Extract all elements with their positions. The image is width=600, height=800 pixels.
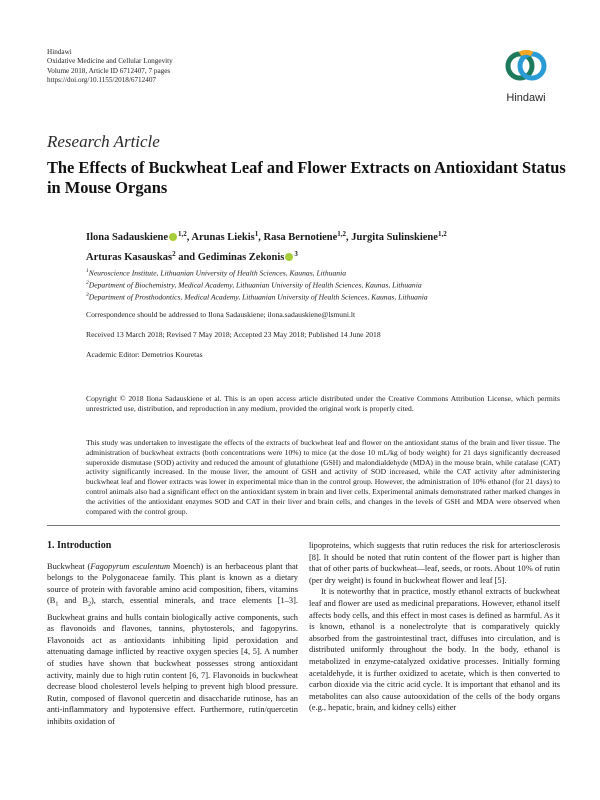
author-name[interactable]: Jurgita Sulinskiene bbox=[351, 232, 438, 243]
hindawi-logo bbox=[496, 44, 556, 106]
paragraph: Buckwheat (Fagopyrum esculentum Moench) is an herbaceous plant that belongs to the Polygonaceae family. This plant is known as a dietary source of protein with favorable amino acid composition, fibers, vitamins ($B_1$ and $B_2$), starch, essential minerals, and trace elements [1–3]. Buckwheat grains and hulls contain biologically active components, such as flavonoids and flavones, tannins, phytosterols, and fagopyrins. Flavonoids act as antioxidants inhibiting lipid peroxidation and attenuating damage inflicted by reactive oxygen species [4, 5]. A number of studies have shown that buckwheat possesses strong antioxidant activity, mainly due to high rutin content [6, 7]. Flavonoids in buckwheat decrease blood cholesterol levels helping to prevent high blood pressure. Rutin, composed of flavonol quercetin and disaccharide rutinose, has an anti-inflammatory and hypotensive effect. Furthermore, rutin/quercetin inhibits oxidation of bbox=[47, 561, 298, 726]
logo-text: Hindawi bbox=[506, 92, 546, 104]
paragraph: lipoproteins, which suggests that rutin reduces the risk for arteriosclerosis [8]. It should be noted that rutin content of the flower part is higher than that of other parts of buckwheat—leaf, seeds, or roots. About 10% of rutin (per dry weight) is found in buckwheat flower and leaf [5]. bbox=[309, 541, 560, 585]
copyright-notice: Copyright © 2018 Ilona Sadauskiene et al. This is an open access article distributed under the Creative Commons Attribution License, which permits unrestricted use, distribution, and reproduction in any medium, provided the original work is properly cited. bbox=[86, 394, 560, 413]
publisher-name: Hindawi bbox=[47, 48, 72, 56]
author: Ilona Sadauskiene $^{1,2}$, bbox=[86, 230, 190, 243]
journal-name: Oxidative Medicine and Cellular Longevity bbox=[47, 57, 173, 66]
author-list bbox=[86, 226, 576, 266]
article-type: Research Article bbox=[47, 132, 160, 151]
hindawi-logo-icon bbox=[496, 44, 556, 90]
divider bbox=[47, 525, 560, 526]
affiliation: $^3$Department of Prosthodontics, Medical Academy, Lithuanian University of Health Sciences, Kaunas, Lithuania bbox=[86, 292, 428, 302]
doi-link[interactable]: https://doi.org/10.1155/2018/6712407 bbox=[47, 76, 157, 85]
author-name[interactable]: Arturas Kasauskas bbox=[86, 252, 173, 263]
abstract: This study was undertaken to investigate the effects of the extracts of buckwheat leaf and flower on the antioxidant status of the brain and liver tissue. The administration of buckwheat extracts (both concentrations were 10%) to mice (at the dose 10 mL/kg of body weight) for 21 days significantly decreased superoxide dismutase (SOD) activity and reduced the amount of glutathione (GSH) and malondialdehyde (MDA) in the mouse brain, while catalase (CAT) activity significantly increased. In the mouse liver, the amount of GSH and activity of SOD increased, while the CAT activity after administering buckwheat leaf and flower extracts was lower in experimental mice than in the control group. However, the administration of 10% ethanol (for 21 days) to control animals also had a significant effect on the antioxidant system in brain and liver cells. Experimental animals demonstrated rather marked changes in the activities of the antioxidant enzymes SOD and CAT in their liver and brain cells, and changes in the levels of GSH and MDA were observed when compared with the control group. bbox=[86, 438, 560, 516]
body-column-left bbox=[47, 540, 298, 728]
author-name[interactable]: Arunas Liekis bbox=[191, 232, 255, 243]
author-name[interactable]: Gediminas Zekonis bbox=[197, 252, 285, 263]
orcid-icon[interactable] bbox=[285, 253, 293, 261]
body-column-right bbox=[309, 540, 560, 714]
correspondence: Correspondence should be addressed to Ilona Sadauskiene; ilona.sadauskiene@lsmuni.lt bbox=[86, 310, 356, 319]
author: Rasa Bernotiene$^{1,2}$, bbox=[263, 230, 349, 243]
orcid-icon[interactable] bbox=[169, 233, 177, 241]
journal-info bbox=[47, 48, 173, 86]
academic-editor: Academic Editor: Demetrios Kouretas bbox=[86, 350, 203, 359]
affiliation: $^2$Department of Biochemistry, Medical Academy, Lithuanian University of Health Sciences, Kaunas, Lithuania bbox=[86, 280, 422, 290]
volume-line: Volume 2018, Article ID 6712407, 7 pages bbox=[47, 66, 171, 75]
author-name[interactable]: Ilona Sadauskiene bbox=[86, 232, 168, 243]
affiliation: $^1$Neuroscience Institute, Lithuanian University of Health Sciences, Kaunas, Lithuania bbox=[86, 268, 346, 278]
paragraph: It is noteworthy that in practice, mostly ethanol extracts of buckwheat leaf and flower are used as medicinal preparations. However, ethanol itself affects body cells, and this effect in most cases is defined as harmful. As it is known, ethanol is a nonelectrolyte that is comparatively quickly absorbed from the gastrointestinal tract, diffuses into circulation, and is distributed uniformly throughout the body. In the body, ethanol is metabolized in enzyme-catalyzed oxidative processes. Initially forming acetaldehyde, it is further oxidized to acetate, which is then converted to carbon dioxide via the citric acid cycle. It is important that ethanol and its metabolites can also cause autooxidation of the cells of the body organs (e.g., hepatic, brain, and kidney cells) either bbox=[309, 587, 560, 713]
paper-title: The Effects of Buckwheat Leaf and Flower Extracts on Antioxidant Status in Mouse Organs bbox=[47, 158, 566, 197]
publication-dates: Received 13 March 2018; Revised 7 May 2018; Accepted 23 May 2018; Published 14 June 2018 bbox=[86, 330, 381, 339]
author-name[interactable]: Rasa Bernotiene bbox=[263, 232, 338, 243]
section-heading: 1. Introduction bbox=[47, 540, 112, 551]
author: Gediminas Zekonis $^3$ bbox=[197, 250, 298, 263]
author: Arunas Liekis$^1$, bbox=[191, 230, 261, 243]
author: Jurgita Sulinskiene$^{1,2}$ bbox=[351, 230, 447, 243]
author: Arturas Kasauskas$^2$ and bbox=[86, 250, 196, 263]
